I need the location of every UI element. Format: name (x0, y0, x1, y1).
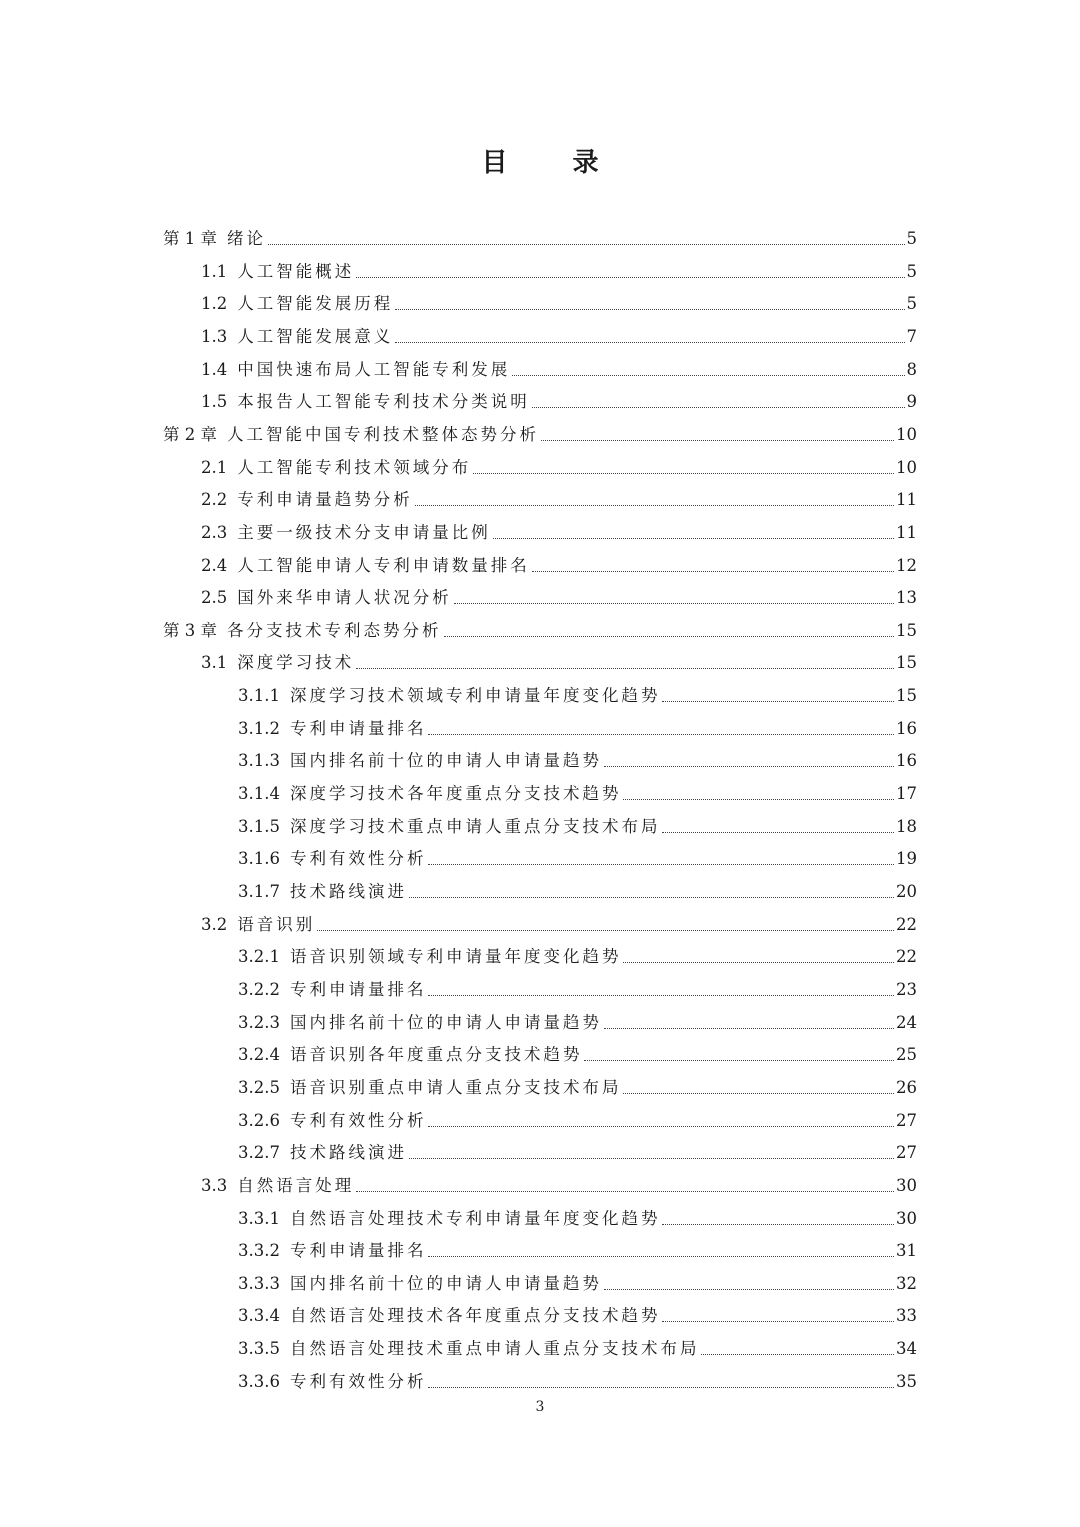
toc-entry[interactable] (238, 742, 917, 772)
toc-entry-page: 5 (906, 229, 917, 248)
toc-entry-title: 自然语言处理技术专利申请量年度变化趋势 (289, 1208, 661, 1228)
toc-entry-number: 3.1.6 (238, 849, 280, 869)
toc-entry[interactable] (238, 1297, 917, 1327)
toc-entry-number: 3.1.7 (238, 882, 280, 901)
toc-entry-number: 3.2.5 (238, 1077, 280, 1097)
toc-entry-title: 国内排名前十位的申请人申请量趋势 (289, 1273, 602, 1293)
toc-dot-leader (428, 995, 894, 996)
toc-entry-number: 3.3 (201, 1175, 228, 1195)
toc-dot-leader (428, 1387, 894, 1388)
toc-entry[interactable] (238, 1134, 917, 1164)
toc-entry[interactable] (238, 938, 917, 968)
toc-entry-title: 专利有效性分析 (289, 1110, 427, 1130)
toc-dot-leader (428, 1256, 894, 1257)
toc-entry-number: 3.2.6 (238, 1110, 280, 1130)
toc-entry-title: 专利申请量排名 (289, 718, 427, 738)
toc-entry[interactable] (201, 318, 917, 348)
toc-entry-number: 3.1.1 (238, 686, 280, 706)
toc-entry-page: 15 (896, 653, 917, 673)
toc-entry[interactable] (238, 1330, 917, 1360)
toc-entry-page: 34 (896, 1339, 917, 1359)
toc-entry-title: 专利有效性分析 (289, 849, 427, 869)
toc-entry-title: 人工智能申请人专利申请数量排名 (237, 555, 530, 575)
toc-entry-number: 1.1 (201, 261, 228, 281)
toc-dot-leader (701, 1354, 894, 1355)
toc-entry[interactable] (201, 514, 917, 544)
toc-entry-page: 33 (896, 1306, 917, 1326)
toc-entry-title: 绪论 (227, 229, 266, 248)
toc-dot-leader (268, 244, 905, 245)
toc-entry-page: 16 (896, 718, 917, 738)
toc-entry-page: 20 (896, 882, 917, 901)
toc-entry-page: 30 (896, 1175, 917, 1195)
toc-dot-leader (623, 1093, 894, 1094)
toc-entry-page: 16 (896, 751, 917, 771)
toc-dot-leader (604, 1028, 894, 1029)
toc-entry-title: 人工智能中国专利技术整体态势分析 (227, 424, 539, 444)
toc-entry-number: 2.4 (201, 555, 228, 575)
toc-entry-title: 专利申请量趋势分析 (237, 490, 413, 510)
toc-entry-number: 1.3 (201, 326, 228, 346)
toc-entry-page: 11 (896, 522, 917, 542)
toc-entry-number: 3.1.5 (238, 816, 280, 836)
toc-entry-page: 13 (896, 588, 917, 608)
toc-entry-page: 27 (896, 1110, 917, 1130)
toc-dot-leader (532, 407, 905, 408)
toc-entry-page: 22 (896, 914, 917, 934)
toc-dot-leader (395, 309, 904, 310)
toc-dot-leader (662, 1224, 894, 1225)
toc-entry-page: 30 (896, 1208, 917, 1228)
toc-entry-page: 5 (906, 261, 917, 281)
toc-entry[interactable] (201, 906, 917, 936)
toc-entry[interactable] (201, 285, 917, 315)
toc-entry-title: 人工智能发展意义 (237, 326, 394, 346)
toc-entry-page: 15 (896, 686, 917, 706)
toc-entry-page: 27 (896, 1143, 917, 1163)
toc-entry[interactable] (238, 971, 917, 1001)
toc-entry-title: 中国快速布局人工智能专利发展 (237, 359, 511, 379)
toc-dot-leader (428, 1126, 894, 1127)
toc-entry-page: 24 (896, 1012, 917, 1032)
toc-entry-title: 深度学习技术各年度重点分支技术趋势 (289, 784, 622, 804)
toc-entry-number: 3.2.2 (238, 979, 280, 999)
toc-entry-number: 3.3.1 (238, 1208, 280, 1228)
toc-entry-page: 19 (896, 849, 917, 869)
toc-entry-number: 3.1 (201, 653, 228, 673)
toc-entry[interactable] (163, 416, 917, 446)
toc-dot-leader (395, 342, 904, 343)
toc-entry-title: 语音识别 (237, 914, 316, 934)
toc-entry-page: 22 (896, 947, 917, 967)
toc-entry-title: 技术路线演进 (289, 1143, 407, 1163)
toc-entry[interactable] (238, 1102, 917, 1132)
toc-entry-page: 23 (896, 979, 917, 999)
toc-entry-number: 3.3.2 (238, 1241, 280, 1261)
toc-dot-leader (356, 668, 894, 669)
toc-entry-number: 第 3 章 (163, 620, 217, 640)
toc-entry-number: 3.1.2 (238, 718, 280, 738)
toc-entry-page: 11 (896, 490, 917, 510)
toc-entry-title: 人工智能概述 (237, 261, 355, 281)
toc-dot-leader (409, 1158, 894, 1159)
toc-entry[interactable] (238, 808, 917, 838)
toc-entry-number: 2.3 (201, 522, 228, 542)
toc-dot-leader (356, 277, 904, 278)
toc-dot-leader (444, 636, 895, 637)
toc-entry-title: 人工智能发展历程 (237, 294, 394, 314)
toc-entry-title: 本报告人工智能专利技术分类说明 (237, 392, 530, 412)
page-number: 3 (535, 1399, 545, 1415)
toc-entry-number: 第 2 章 (163, 424, 217, 444)
toc-entry-page: 31 (896, 1241, 917, 1261)
toc-entry[interactable] (238, 1363, 917, 1393)
toc-dot-leader (662, 832, 894, 833)
toc-entry[interactable] (238, 677, 917, 707)
toc-entry-title: 自然语言处理技术各年度重点分支技术趋势 (289, 1306, 661, 1326)
toc-entry-title: 各分支技术专利态势分析 (227, 620, 442, 640)
toc-entry-title: 人工智能专利技术领域分布 (237, 457, 472, 477)
toc-entry[interactable] (238, 775, 917, 805)
toc-dot-leader (662, 1321, 894, 1322)
toc-entry-number: 3.2.7 (238, 1143, 280, 1163)
toc-entry-title: 语音识别领域专利申请量年度变化趋势 (289, 947, 622, 967)
toc-entry-title: 自然语言处理技术重点申请人重点分支技术布局 (289, 1339, 700, 1359)
toc-entry-page: 7 (906, 326, 917, 346)
toc-entry-title: 自然语言处理 (237, 1175, 355, 1195)
toc-dot-leader (532, 571, 894, 572)
toc-entry-title: 主要一级技术分支申请量比例 (237, 522, 491, 542)
toc-entry[interactable] (201, 644, 917, 674)
toc-dot-leader (428, 864, 894, 865)
toc-entry-title: 语音识别重点申请人重点分支技术布局 (289, 1077, 622, 1097)
toc-entry-number: 1.2 (201, 294, 228, 314)
toc-entry[interactable] (201, 253, 917, 283)
toc-entry[interactable] (238, 1004, 917, 1034)
toc-entry-number: 2.2 (201, 490, 228, 510)
toc-entry[interactable] (238, 1036, 917, 1066)
toc-entry-page: 9 (906, 392, 917, 412)
toc-entry[interactable] (238, 1200, 917, 1230)
toc-entry-number: 3.3.6 (238, 1371, 280, 1391)
toc-entry[interactable] (201, 547, 917, 577)
toc-dot-leader (473, 473, 894, 474)
toc-dot-leader (317, 930, 894, 931)
toc-entry-page: 10 (896, 424, 917, 444)
toc-dot-leader (541, 440, 894, 441)
toc-dot-leader (415, 505, 894, 506)
toc-entry[interactable] (201, 1167, 917, 1197)
toc-dot-leader (493, 538, 894, 539)
toc-entry-page: 26 (896, 1077, 917, 1097)
toc-dot-leader (604, 766, 894, 767)
toc-entry[interactable] (201, 383, 917, 413)
toc-entry-title: 语音识别各年度重点分支技术趋势 (289, 1045, 583, 1065)
toc-entry[interactable] (238, 1232, 917, 1262)
toc-entry[interactable] (201, 449, 917, 479)
toc-entry-title: 深度学习技术领域专利申请量年度变化趋势 (289, 686, 661, 706)
toc-entry-number: 第 1 章 (163, 229, 217, 248)
toc-entry[interactable] (238, 710, 917, 740)
toc-dot-leader (356, 1191, 894, 1192)
toc-entry-number: 3.3.5 (238, 1339, 280, 1359)
toc-entry-page: 35 (896, 1371, 917, 1391)
toc-entry[interactable] (238, 1265, 917, 1295)
toc-entry-title: 专利申请量排名 (289, 1241, 427, 1261)
toc-dot-leader (623, 962, 894, 963)
toc-entry-number: 3.3.3 (238, 1273, 280, 1293)
toc-dot-leader (428, 734, 894, 735)
toc-entry-page: 32 (896, 1273, 917, 1293)
toc-dot-leader (512, 375, 904, 376)
toc-entry-page: 17 (896, 784, 917, 804)
toc-entry-title: 专利有效性分析 (289, 1371, 427, 1391)
toc-dot-leader (454, 603, 894, 604)
toc-entry-title: 专利申请量排名 (289, 979, 427, 999)
toc-entry[interactable] (201, 579, 917, 609)
toc-entry-number: 2.1 (201, 457, 228, 477)
toc-dot-leader (584, 1060, 894, 1061)
toc-entry[interactable] (163, 220, 917, 250)
toc-entry-title: 国内排名前十位的申请人申请量趋势 (289, 1012, 602, 1032)
toc-entry[interactable] (238, 840, 917, 870)
toc-entry[interactable] (238, 1069, 917, 1099)
toc-entry[interactable] (201, 481, 917, 511)
toc-entry-number: 2.5 (201, 588, 228, 608)
toc-entry-title: 技术路线演进 (289, 882, 407, 901)
toc-entry-page: 5 (906, 294, 917, 314)
toc-entry-title: 国外来华申请人状况分析 (237, 588, 452, 608)
toc-entry-number: 3.1.4 (238, 784, 280, 804)
toc-entry-number: 3.2.1 (238, 947, 280, 967)
toc-dot-leader (662, 701, 894, 702)
toc-entry-page: 25 (896, 1045, 917, 1065)
toc-entry-number: 3.2.3 (238, 1012, 280, 1032)
toc-entry-title: 深度学习技术重点申请人重点分支技术布局 (289, 816, 661, 836)
toc-dot-leader (623, 799, 894, 800)
toc-entry-number: 3.2 (201, 914, 228, 934)
toc-entry-page: 8 (906, 359, 917, 379)
toc-entry-page: 12 (896, 555, 917, 575)
toc-entry-number: 3.2.4 (238, 1045, 280, 1065)
toc-entry-title: 深度学习技术 (237, 653, 355, 673)
toc-entry[interactable] (201, 351, 917, 381)
toc-dot-leader (604, 1289, 894, 1290)
toc-entry[interactable] (238, 873, 917, 903)
toc-entry-page: 10 (896, 457, 917, 477)
toc-entry-number: 1.5 (201, 392, 228, 412)
toc-entry-number: 3.1.3 (238, 751, 280, 771)
toc-entry[interactable] (163, 612, 917, 642)
page-title: 目 录 (481, 148, 627, 178)
toc-entry-page: 18 (896, 816, 917, 836)
toc-entry-number: 1.4 (201, 359, 228, 379)
toc-entry-number: 3.3.4 (238, 1306, 280, 1326)
toc-entry-title: 国内排名前十位的申请人申请量趋势 (289, 751, 602, 771)
toc-dot-leader (409, 897, 894, 898)
toc-entry-page: 15 (896, 620, 917, 640)
